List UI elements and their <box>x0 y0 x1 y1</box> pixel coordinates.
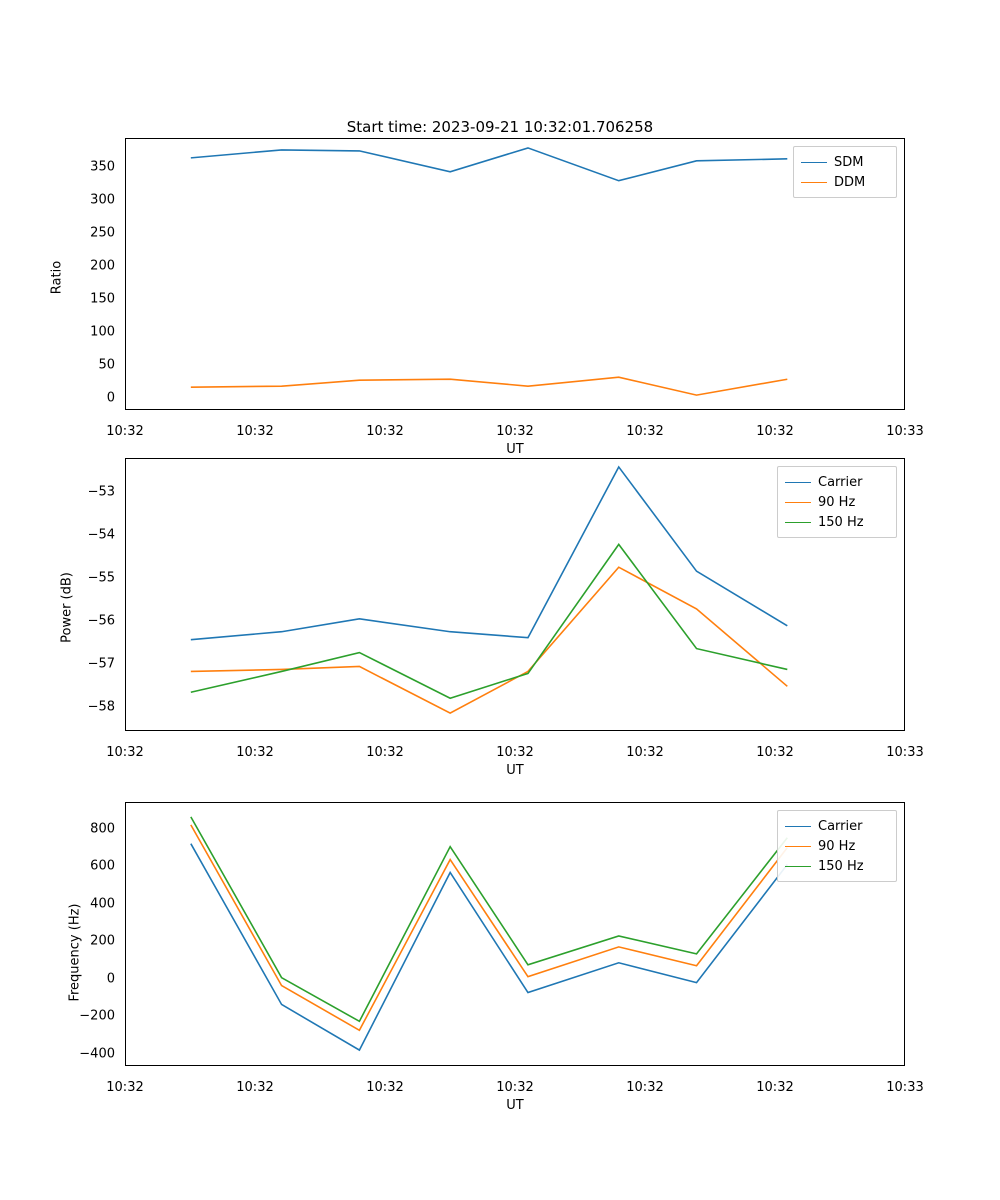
legend-label: SDM <box>834 154 864 170</box>
y-tick-label: 250 <box>90 225 115 241</box>
y-tick-label: 50 <box>98 357 115 373</box>
panel-power <box>0 440 1000 780</box>
legend-item <box>785 472 889 492</box>
legend-item <box>801 152 889 172</box>
y-tick-label: 100 <box>90 324 115 340</box>
y-axis-label-2: Power (dB) <box>59 572 75 643</box>
series-line-ddm <box>191 377 787 395</box>
panel-frequency <box>0 780 1000 1120</box>
plot-area-ratio <box>125 138 905 410</box>
legend-label: Carrier <box>818 818 863 834</box>
series-line-carrier <box>191 844 787 1050</box>
y-tick-label: 300 <box>90 192 115 208</box>
legend-label: 90 Hz <box>818 494 856 510</box>
x-tick-label: 10:33 <box>886 1080 924 1095</box>
legend-swatch-icon <box>801 162 827 163</box>
y-tick-label: 800 <box>90 821 115 837</box>
legend-swatch-icon <box>785 846 811 847</box>
x-tick-label: 10:32 <box>236 424 274 439</box>
x-tick-label: 10:32 <box>496 1080 534 1095</box>
series-line-carrier <box>191 467 787 640</box>
series-line-90hz <box>191 825 787 1030</box>
x-axis-label-3: UT <box>506 1098 524 1113</box>
y-tick-label: −53 <box>87 484 115 500</box>
legend-3 <box>777 810 897 882</box>
legend-swatch-icon <box>785 502 811 503</box>
legend-label: 150 Hz <box>818 858 864 874</box>
legend-1 <box>793 146 897 198</box>
x-tick-label: 10:32 <box>756 745 794 760</box>
legend-swatch-icon <box>785 522 811 523</box>
x-tick-label: 10:32 <box>756 1080 794 1095</box>
legend-2 <box>777 466 897 538</box>
x-tick-label: 10:32 <box>236 745 274 760</box>
x-axis-label-2: UT <box>506 763 524 778</box>
y-tick-label: −56 <box>87 613 115 629</box>
x-tick-label: 10:33 <box>886 424 924 439</box>
legend-swatch-icon <box>785 866 811 867</box>
x-tick-label: 10:32 <box>626 745 664 760</box>
x-tick-label: 10:32 <box>366 424 404 439</box>
y-tick-label: −55 <box>87 570 115 586</box>
y-tick-label: 400 <box>90 896 115 912</box>
y-tick-label: −58 <box>87 699 115 715</box>
legend-item <box>785 856 889 876</box>
legend-swatch-icon <box>785 482 811 483</box>
y-tick-label: 0 <box>106 390 115 406</box>
x-tick-label: 10:32 <box>496 745 534 760</box>
x-axis-label-1: UT <box>506 442 524 457</box>
y-tick-label: 0 <box>106 971 115 987</box>
x-tick-label: 10:32 <box>496 424 534 439</box>
x-tick-label: 10:33 <box>886 745 924 760</box>
legend-label: 150 Hz <box>818 514 864 530</box>
x-tick-label: 10:32 <box>366 1080 404 1095</box>
legend-item <box>785 816 889 836</box>
series-lines-1 <box>126 139 904 409</box>
series-line-sdm <box>191 148 787 181</box>
legend-label: 90 Hz <box>818 838 856 854</box>
panel-ratio <box>0 0 1000 457</box>
x-tick-label: 10:32 <box>626 1080 664 1095</box>
x-tick-label: 10:32 <box>106 745 144 760</box>
x-tick-label: 10:32 <box>106 1080 144 1095</box>
legend-item <box>785 492 889 512</box>
y-tick-label: −400 <box>79 1046 115 1062</box>
series-line-90hz <box>191 567 787 713</box>
x-tick-label: 10:32 <box>366 745 404 760</box>
legend-label: Carrier <box>818 474 863 490</box>
chart-title: Start time: 2023-09-21 10:32:01.706258 <box>346 118 654 136</box>
x-tick-label: 10:32 <box>756 424 794 439</box>
y-tick-label: 200 <box>90 933 115 949</box>
y-tick-label: 350 <box>90 159 115 175</box>
legend-item <box>785 836 889 856</box>
y-axis-label-3: Frequency (Hz) <box>67 903 83 1002</box>
y-tick-label: −54 <box>87 527 115 543</box>
y-tick-label: −200 <box>79 1008 115 1024</box>
y-axis-label-1: Ratio <box>49 260 65 295</box>
legend-item <box>801 172 889 192</box>
y-tick-label: 150 <box>90 291 115 307</box>
y-tick-label: 200 <box>90 258 115 274</box>
legend-swatch-icon <box>801 182 827 183</box>
legend-label: DDM <box>834 174 866 190</box>
legend-item <box>785 512 889 532</box>
y-tick-label: 600 <box>90 858 115 874</box>
series-line-150hz <box>191 544 787 698</box>
x-tick-label: 10:32 <box>236 1080 274 1095</box>
x-tick-label: 10:32 <box>626 424 664 439</box>
legend-swatch-icon <box>785 826 811 827</box>
y-tick-label: −57 <box>87 656 115 672</box>
x-tick-label: 10:32 <box>106 424 144 439</box>
